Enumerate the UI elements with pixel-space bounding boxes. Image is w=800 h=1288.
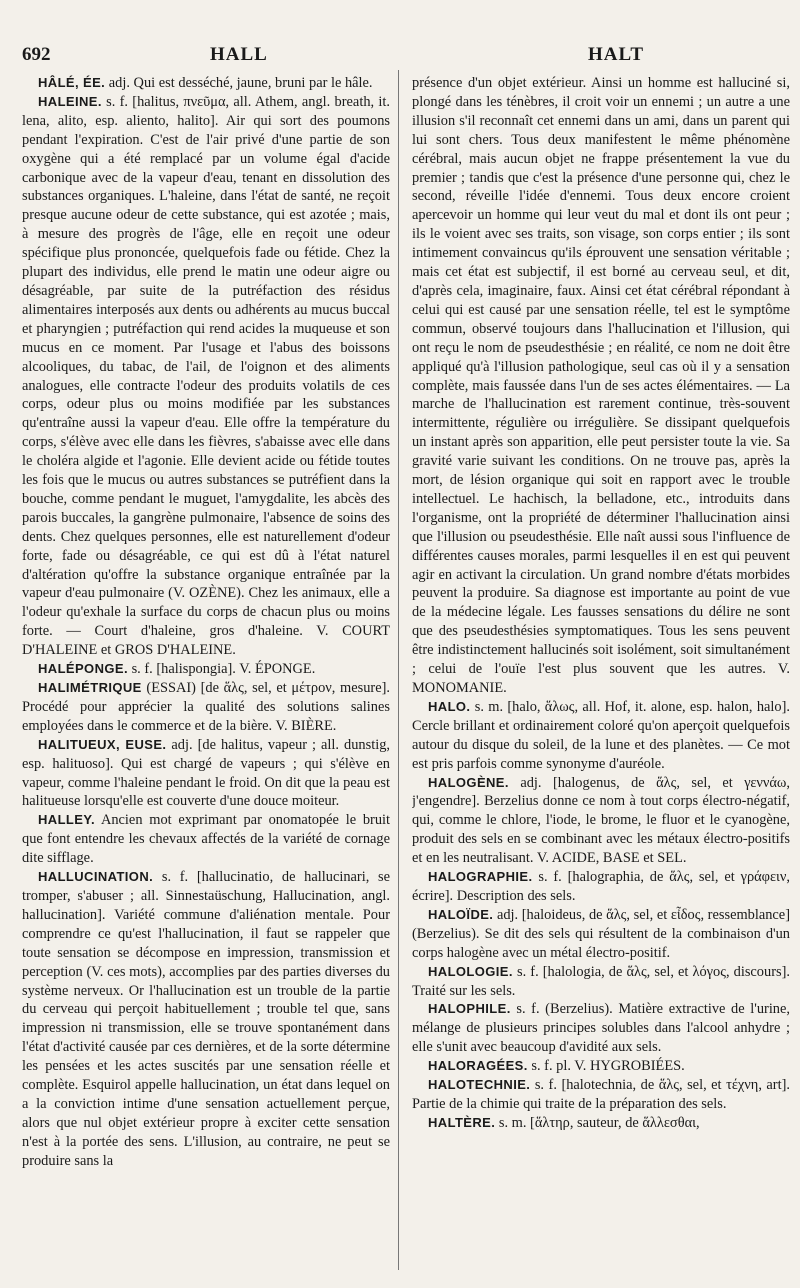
headword: HALEINE. xyxy=(38,93,102,109)
headword: HALLUCINATION. xyxy=(38,869,154,885)
headword: HALOTECHNIE. xyxy=(428,1077,531,1093)
entry-halotechnie xyxy=(412,1076,790,1114)
entry-halimetrique xyxy=(22,679,390,736)
entry-haltere xyxy=(412,1114,790,1133)
right-column xyxy=(412,74,790,1274)
entry-halographie xyxy=(412,868,790,906)
entry-halitueux xyxy=(22,736,390,812)
entry-text: s. f. pl. V. HYGROBIÉES. xyxy=(531,1058,685,1075)
running-header xyxy=(22,44,786,68)
headword: HALO. xyxy=(428,698,471,714)
entry-text: adj. [de halitus, vapeur ; all. dunstig, esp. halituoso]. Qui est chargé de vapeurs ; qui s'élève en vapeur, comme l'haleine pendant le froid. On dit que la peau est halitueuse lorsqu'elle est couverte d'une douce moiteur. xyxy=(22,736,390,810)
headword: HALITUEUX, EUSE. xyxy=(38,736,167,752)
entry-halo xyxy=(412,698,790,774)
entry-hallucination xyxy=(22,868,390,1171)
entry-text: s. f. [hallucinatio, de hallucinari, se tromper, s'abuser ; all. Sinnestaüschung, Hallucination, angl. hallucination]. Variété commune d'aliénation mentale. Pour comprendre ce qu'est l'hallucination, il faut se rappeler que toute sensation se décompose en impression, transmission et perception (V. ces mots), accomplies par des parties diverses du système nerveux. Or l'hallucination est un trouble de la partie du cerveau qui perçoit habituellement ; trouble tel que, sans impression ni transmission, elle se trouve spontanément dans l'état d'activité causée par ces dernières, et de la sorte détermine les pensées et les actes suscités par une sensation réelle et complète. Esquirol appelle hallucination, un état dans lequel on a la conviction intime d'une sensation actuellement perçue, alors que nul objet extérieur propre à exciter cette sensation n'est à la portée des sens. L'illusion, au contraire, ne peut se produire sans la xyxy=(22,869,390,1169)
entry-haloragees xyxy=(412,1057,790,1076)
headword: HALIMÉTRIQUE xyxy=(38,680,142,695)
headword: HALÉPONGE. xyxy=(38,661,128,677)
entry-text: s. f. [halographia, de ἅλς, sel, et γράφειν, écrire]. Description des sels. xyxy=(412,869,790,904)
entry-text: s. f. [halologia, de ἅλς, sel, et λόγος, discours]. Traité sur les sels. xyxy=(412,963,790,999)
entry-text: (ESSAI) [de ἅλς, sel, et μέτρον, mesure]. Procédé pour apprécier la qualité des solutions salines employées dans le commerce et de la bière. V. BIÈRE. xyxy=(22,680,390,734)
running-head-left: HALL xyxy=(210,44,268,65)
entry-haloide xyxy=(412,906,790,963)
headword: HALOLOGIE. xyxy=(428,963,513,979)
headword: HALOPHILE. xyxy=(428,1001,511,1017)
left-column xyxy=(22,74,390,1274)
entry-halogene xyxy=(412,774,790,869)
headword: HALORAGÉES. xyxy=(428,1058,528,1074)
entry-halley xyxy=(22,811,390,868)
headword: HALLEY. xyxy=(38,812,95,828)
entry-text: s. m. [ἅλτηρ, sauteur, de ἅλλεσθαι, xyxy=(498,1114,700,1131)
column-divider xyxy=(398,70,399,1270)
headword: HÂLÉ, ÉE. xyxy=(38,75,106,90)
entry-text: s. f. [halispongia]. V. ÉPONGE. xyxy=(131,661,316,678)
headword: HALOGRAPHIE. xyxy=(428,869,533,885)
entry-hallucination-continued: présence d'un objet extérieur. Ainsi un homme est halluciné si, plongé dans les ténèbres, il croit voir un ennemi ; un autre a une illusion s'il reconnaît cet ennemi dans un ami, dans un parent qui lui sont chers. Tous deux manifestent le même phénomène cérébral, mais aucun objet ne frappe présentement la vue du premier ; tandis que c'est la présence d'une personne qui, chez le second, réveille l'idée d'ennemi. Tous deux encore croient apercevoir un homme qui leur veut du mal et dont ils ont peur ; ils le voient avec ses traits, son visage, son corps entier ; ils sont intimement convaincus qu'ils éprouvent une sensation véritable ; mais cet état est subjectif, il est borné au cerveau seul, et dit, d'après cela, imaginaire, faux. Ainsi cet état cérébral répondant à celui qui est causé par une sensation réelle, tel est le symptôme commun, observé toujours dans l'hallucination et l'illusion, qui ont reçu le nom de pseudesthésie ; en réalité, ce nom ne doit être appliqué qu'à l'illusion pathologique, seul cas où il y a sensation complète, mais faussée dans l'un de ses actes élémentaires. — La marche de l'hallucination est rarement continue, très-souvent intermittente, régulière ou irrégulière. Se dissipant quelquefois un instant après son apparition, elle peut persister toute la vie. Sa gravité varie suivant les conditions. On ne trouve pas, après la mort, de lésion organique qui soit en rapport avec le trouble intellectuel. Le hachisch, la belladone, etc., introduits dans l'organisme, ont la propriété de déterminer l'hallucination ainsi que l'illusion ou pseudesthésie. Elle naît aussi sous l'influence de différentes causes morales, parmi lesquelles il en est qui peuvent agir en activant la circulation. Un grand nombre d'états morbides peuvent la produire. Sa diagnose est importante au point de vue de la médecine légale. Les fausses sensations du délire ne sont que des pseudesthésies symptomatiques. Tous les sens peuvent être indistinctement hallucinés soit isolément, soit simultanément ; celui de l'ouïe l'est plus souvent que les autres. V. MONOMANIE. xyxy=(412,75,790,696)
entry-halologie xyxy=(412,963,790,1001)
running-head-right: HALT xyxy=(588,44,645,65)
entry-hale xyxy=(22,74,390,93)
entry-haleponge xyxy=(22,660,390,679)
headword: HALOÏDE. xyxy=(428,906,494,922)
entry-text: adj. [halogenus, de ἅλς, sel, et γεννάω, j'engendre]. Berzelius donne ce nom à tout corps électro-négatif, qui, comme le chlore, l'iode, le brome, le fluor et le cyanogène, produit des sels en se combinant avec les métaux électro-positifs et en les neutralisant. V. ACIDE, BASE et SEL. xyxy=(412,774,790,867)
headword: HALOGÈNE. xyxy=(428,774,509,790)
entry-text: adj. Qui est desséché, jaune, bruni par le hâle. xyxy=(108,75,373,91)
entry-text: s. f. (Berzelius). Matière extractive de l'urine, mélange de plusieurs principes solubles dans l'alcool anhydre ; elle s'unit avec beaucoup d'avidité aux sels. xyxy=(412,1001,790,1056)
entry-haleine xyxy=(22,93,390,660)
entry-text: s. f. [halitus, πνεῦμα, all. Athem, angl. breath, it. lena, alito, esp. aliento, halito]. Air qui sort des poumons pendant l'expiration. C'est de l'air privé d'une partie de son oxygène qui a été remplacé par un volume égal d'acide carbonique avec de la vapeur d'eau, tenant en dissolution des substances organiques. L'haleine, dans l'état de santé, ne reçoit presque aucune odeur de cette substance, qui est azotée ; mais, à mesure des progrès de l'âge, elle en reçoit une odeur spécifique plus prononcée, quelquefois fade ou fétide. Chez la plupart des individus, elle prend le matin une odeur aigre ou désagréable, par suite de la putréfaction des résidus alimentaires interposés aux dents ou adhérents au mucus buccal et pharyngien ; putréfaction qui rend acides la muqueuse et son mucus en ce moment. Par l'usage et l'abus des boissons alcooliques, du tabac, de l'ail, de l'oignon et des aliments analogues, elle contracte l'odeur des produits volatils de ces corps, odeur plus ou moins modifiée par les substances qu'entraîne aussi la vapeur d'eau. Elle offre la température du corps, s'élève avec elle dans les fièvres, s'abaisse avec elle dans le choléra algide et l'agonie. Elle devient acide ou fétide toutes les fois que le mucus ou autres substances se putréfient dans la bouche, comme pendant le muguet, l'amygdalite, les abcès des parois buccales, la gangrène pulmonaire, l'absence de soins des dents. Chez quelques personnes, elle est naturellement d'odeur forte, fade ou désagréable, ce qui est dû à l'état naturel d'altération qu'offre la substance organique entraînée par la vapeur d'eau pulmonaire (V. OZÈNE). Chez les animaux, elle a l'odeur qu'exhale la surface du corps de chacun plus ou moins forte. — Court d'haleine, gros d'haleine. V. COURT D'HALEINE et GROS D'HALEINE. xyxy=(22,93,390,659)
headword: HALTÈRE. xyxy=(428,1114,496,1130)
entry-text: s. m. [halo, ἅλως, all. Hof, it. alone, esp. halon, halo]. Cercle brillant et ordinairement coloré qu'on aperçoit quelquefois autour du disque du soleil, de la lune et des planètes. — Ce mot est pris parfois comme synonyme d'auréole. xyxy=(412,698,790,772)
page-number: 692 xyxy=(22,44,51,65)
entry-text: Ancien mot exprimant par onomatopée le bruit que font entendre les chevaux affectés de la variété de cornage dite sifflage. xyxy=(22,812,390,867)
entry-text: s. f. [halotechnia, de ἅλς, sel, et τέχνη, art]. Partie de la chimie qui traite de la préparation des sels. xyxy=(412,1077,790,1112)
entry-halophile xyxy=(412,1000,790,1057)
entry-text: adj. [haloideus, de ἅλς, sel, et εἶδος, ressemblance] (Berzelius). Se dit des sels qui résultent de la combinaison d'un corps halogène avec un métal électro-positif. xyxy=(412,906,790,961)
